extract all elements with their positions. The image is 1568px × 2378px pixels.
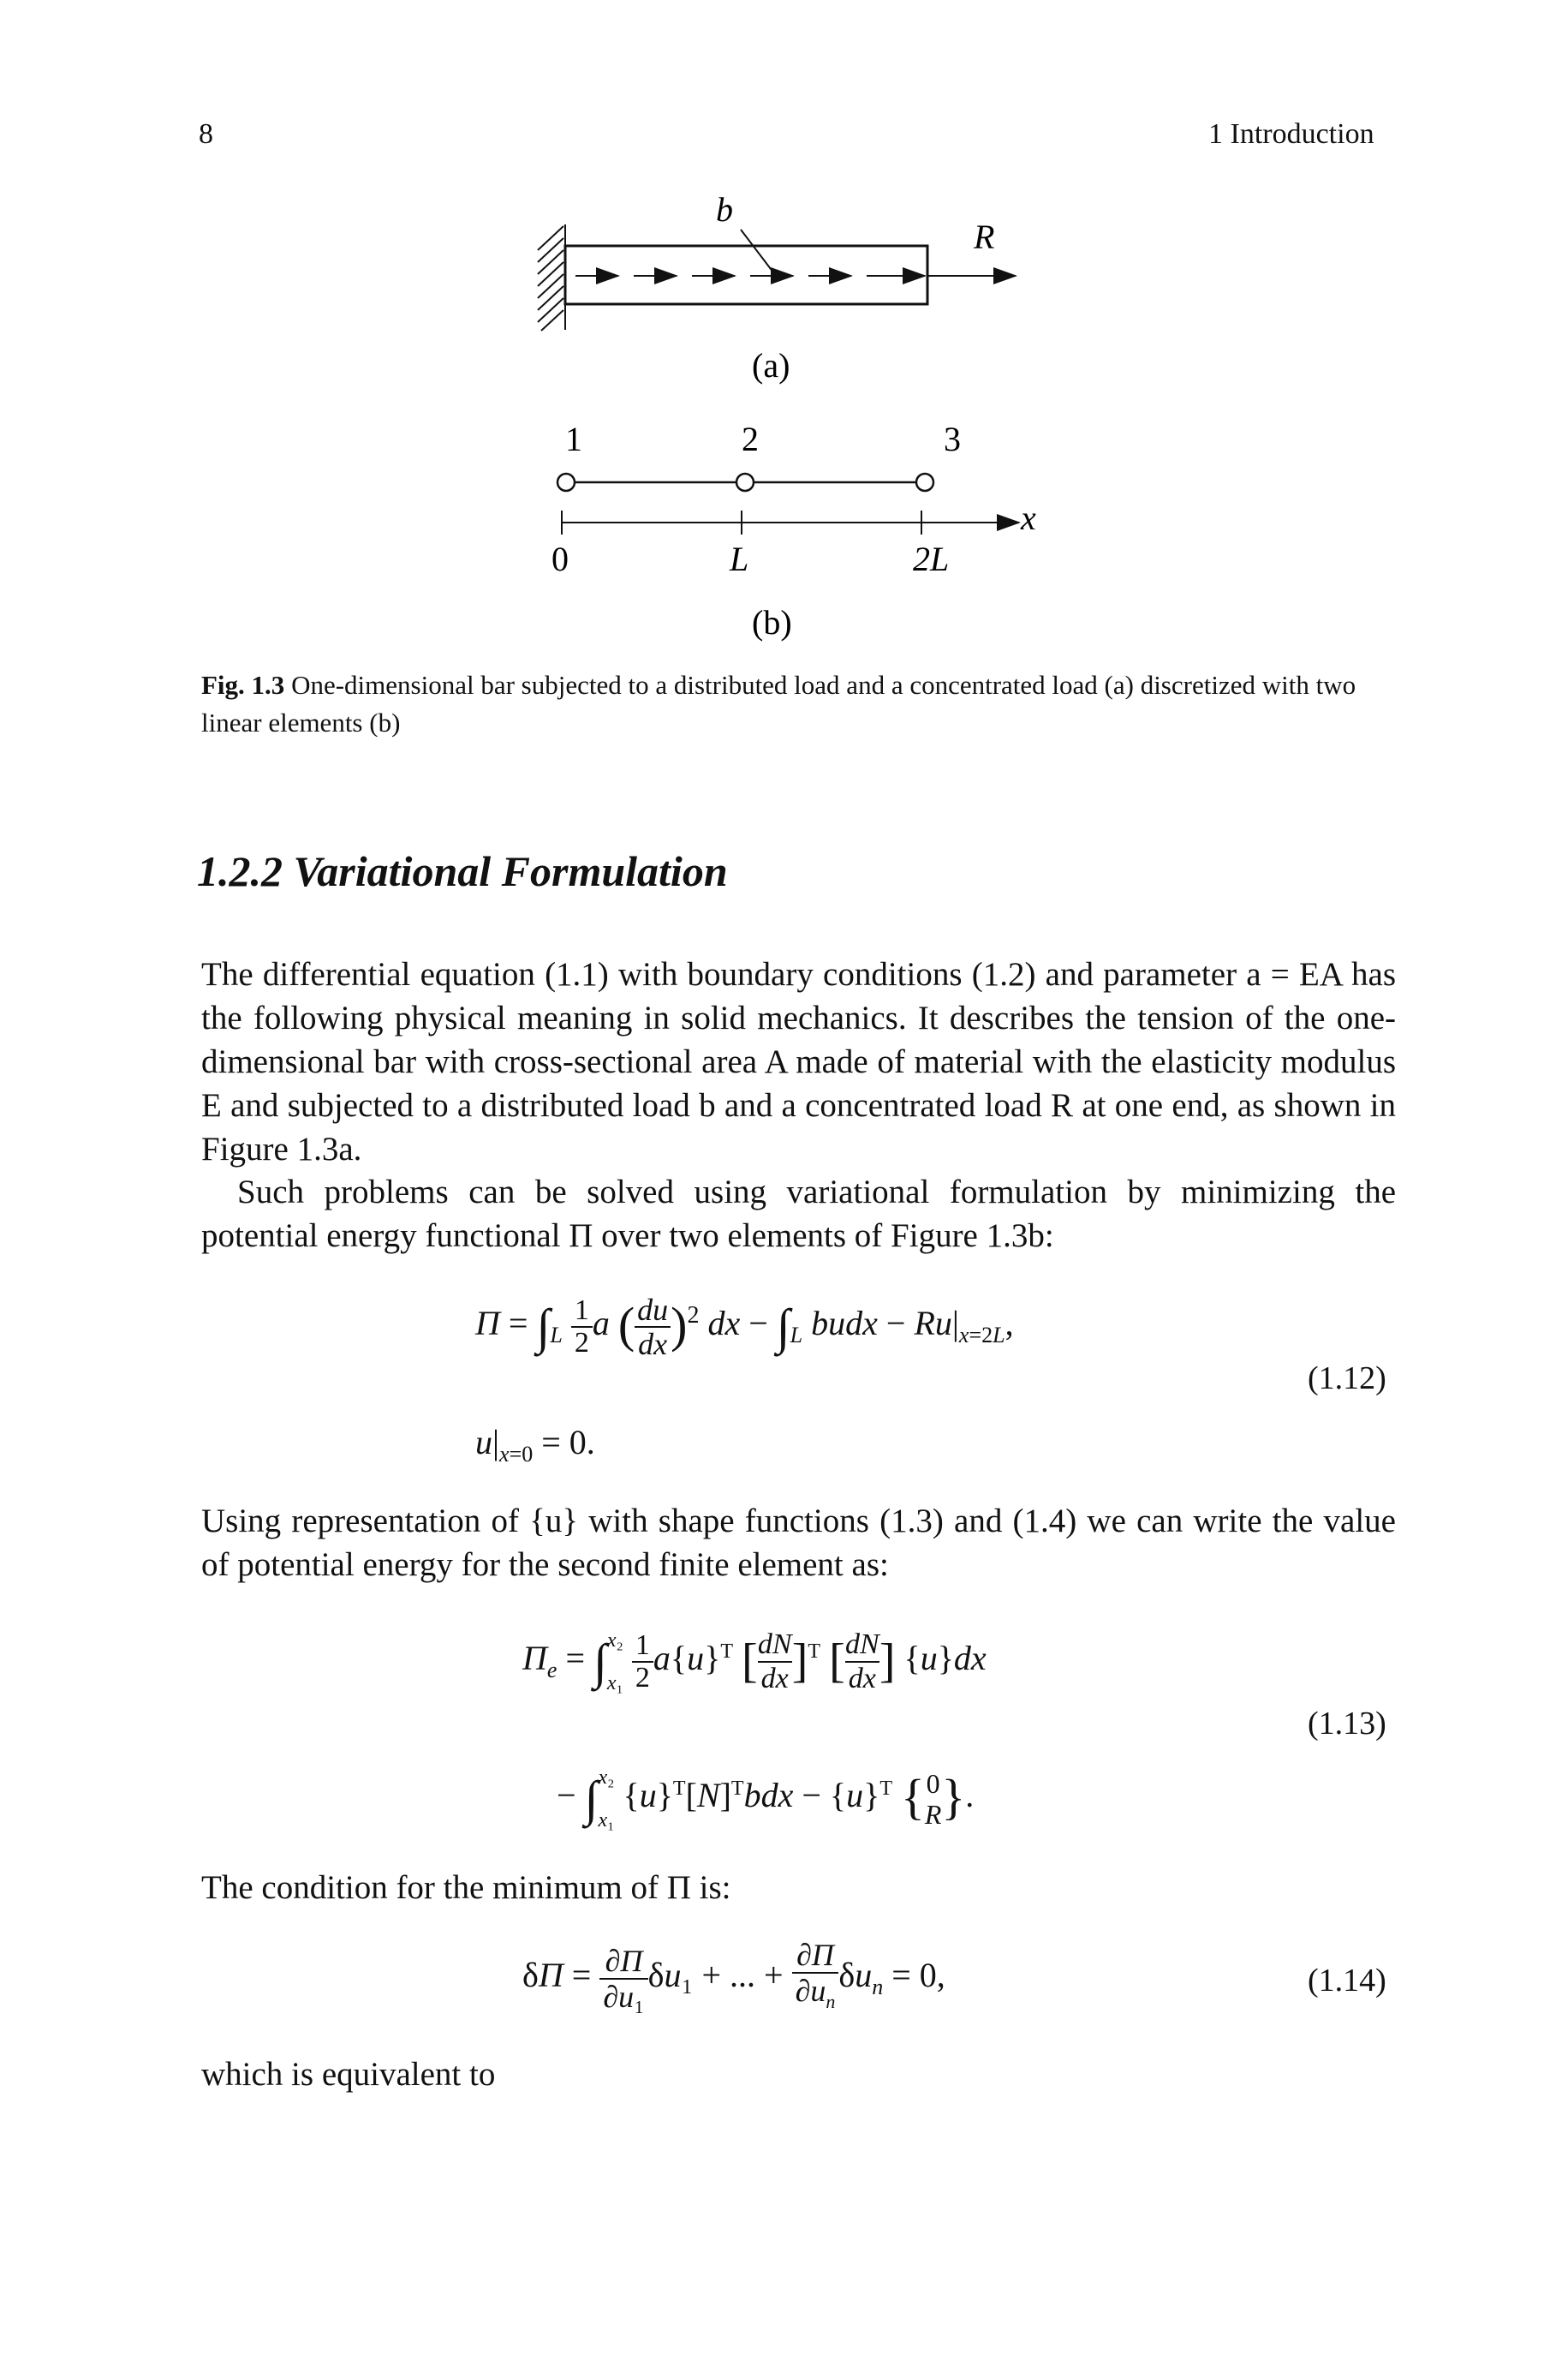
paragraph-1: The differential equation (1.1) with boundary conditions (1.2) and parameter a = EA has the following physical meaning in solid mechanics. It describes the tension of the one-dimensional bar with cross-sectional area A made of material with the elasticity modulus E and subjected to a distributed load b and a concentrated load R at one end, as shown in Figure 1.3a. bbox=[201, 956, 1396, 1168]
node-label-3: 3 bbox=[944, 420, 961, 458]
paragraph-5: which is equivalent to bbox=[201, 2056, 496, 2093]
equation-number-1-13: (1.13) bbox=[1308, 1706, 1386, 1742]
label-b: b bbox=[716, 190, 733, 229]
wall-support bbox=[538, 224, 565, 331]
caption-text: One-dimensional bar subjected to a distributed load and a concentrated load (a) discretized with two linear elements (b) bbox=[201, 670, 1356, 738]
tick-label-0: 0 bbox=[551, 540, 569, 578]
page-number: 8 bbox=[199, 118, 213, 150]
tick-label-L: L bbox=[730, 540, 749, 578]
equation-number-1-12: (1.12) bbox=[1308, 1360, 1386, 1396]
tick-label-2L: 2L bbox=[913, 540, 950, 578]
node-label-1: 1 bbox=[565, 420, 582, 458]
running-header: 1 Introduction bbox=[1208, 118, 1374, 150]
panel-b-label: (b) bbox=[752, 603, 792, 642]
x-axis bbox=[562, 511, 1019, 535]
paragraph-3: Using representation of {u} with shape functions (1.3) and (1.4) we can write the value of potential energy for the second finite element as: bbox=[201, 1503, 1396, 1583]
paragraph-4: The condition for the minimum of Π is: bbox=[201, 1869, 731, 1906]
figure-1-3 bbox=[0, 0, 1568, 668]
node-3 bbox=[916, 474, 933, 491]
paragraph-2: Such problems can be solved using variational formulation by minimizing the potential energy functional Π over two elements of Figure 1.3b: bbox=[201, 1174, 1396, 1254]
equation-1-13-line1: $\Pi_e = \int x_2$ x₁ 1 $2a\{u\}^T$ $[\frac{dN}{dx}]^T$ $[\frac{dN}{dx}]$ {u}dx bbox=[522, 1628, 987, 1694]
node-label-2: 2 bbox=[742, 420, 759, 458]
equation-1-13-line2: − ∫x₂ x₁ $\{u\}^T[N]^Tbdx - \{u\}^T$ {0 R}. bbox=[557, 1766, 975, 1831]
equation-1-14: δΠ = ∂Π ∂u₁δu₁ + ... + ∂Π $\partial u_n\delta u_n = 0$, bbox=[522, 1938, 945, 2019]
load-b-leader bbox=[741, 230, 773, 272]
equation-number-1-14: (1.14) bbox=[1308, 1963, 1386, 1999]
label-R: R bbox=[974, 218, 995, 256]
caption-label: Fig. 1.3 bbox=[201, 670, 285, 700]
axis-label-x: x bbox=[1021, 499, 1036, 537]
element-mesh bbox=[557, 474, 933, 491]
node-1 bbox=[557, 474, 575, 491]
panel-a-label: (a) bbox=[752, 346, 790, 385]
equation-1-12-bc: $u|_{x=0} = 0$. bbox=[475, 1423, 595, 1467]
node-2 bbox=[736, 474, 754, 491]
section-title: 1.2.2 Variational Formulation bbox=[197, 847, 728, 895]
equation-1-12: $\Pi = \int_L$ 1 2a $(\frac{du}{dx})^2$ dx − $\int_L$ budx − $Ru|_{x=2L}$, bbox=[475, 1293, 1014, 1361]
figure-caption bbox=[201, 666, 1400, 742]
